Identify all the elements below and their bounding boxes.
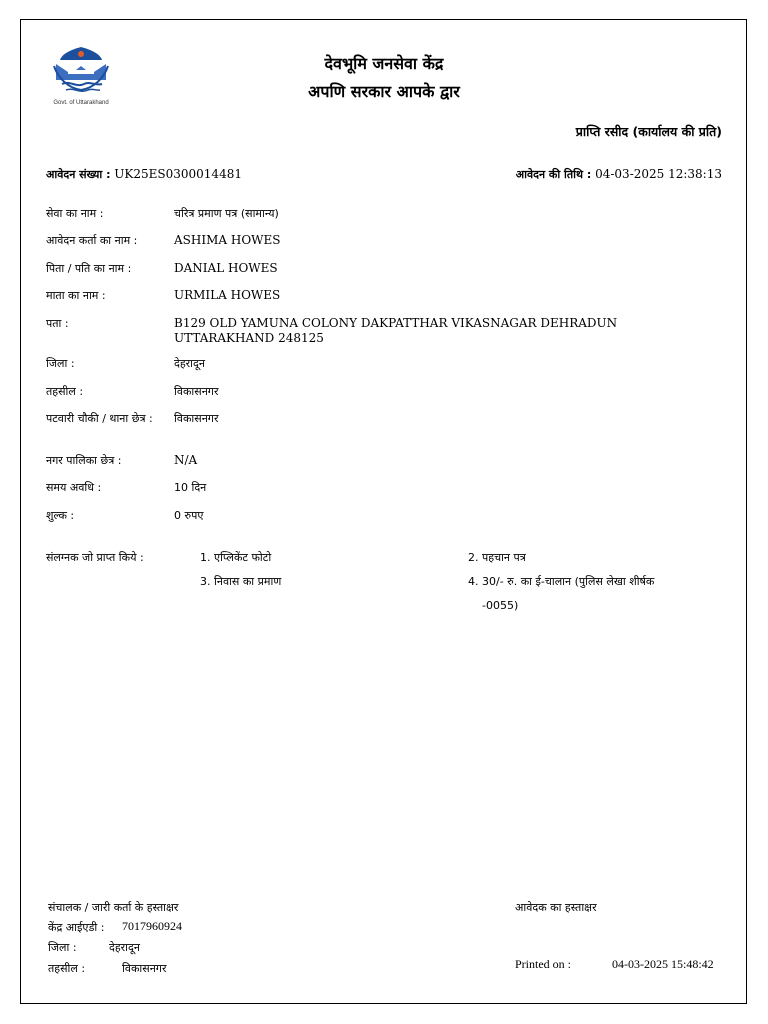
field-label: पिता / पति का नाम : xyxy=(46,262,132,275)
field-value: ASHIMA HOWES xyxy=(174,233,281,247)
receipt-copy-label: प्राप्ति रसीद (कार्यालय की प्रति) xyxy=(575,124,722,139)
field-value: N/A xyxy=(174,453,198,467)
field-label: सेवा का नाम : xyxy=(46,207,104,220)
field-label: माता का नाम : xyxy=(46,289,106,302)
footer-district-value: देहरादून xyxy=(109,941,140,954)
attachment-item: 1. एप्लिकेंट फोटो xyxy=(200,551,272,564)
field-label: समय अवधि : xyxy=(46,481,102,494)
field-label: शुल्क : xyxy=(46,509,75,522)
field-value: चरित्र प्रमाण पत्र (सामान्य) xyxy=(174,207,279,220)
attachment-item: 4. 30/- रु. का ई-चालान (पुलिस लेखा शीर्षक xyxy=(468,575,655,588)
logo-text: Govt. of Uttarakhand xyxy=(53,100,109,106)
field-label: तहसील : xyxy=(46,385,84,398)
application-date-label: आवेदन की तिथि : xyxy=(515,168,592,181)
attachments-label: संलग्नक जो प्राप्त किये : xyxy=(46,551,144,564)
header-title-line1: देवभूमि जनसेवा केंद्र xyxy=(324,54,444,73)
field-value: B129 OLD YAMUNA COLONY DAKPATTHAR VIKASNAGAR DEHRADUN UTTARAKHAND 248125 xyxy=(174,316,618,345)
application-number-value: UK25ES0300014481 xyxy=(114,167,242,181)
center-id-label: केंद्र आईएडी : xyxy=(48,921,105,934)
attachment-item: 2. पहचान पत्र xyxy=(468,551,526,564)
application-date xyxy=(516,167,722,182)
field-value: विकासनगर xyxy=(174,412,219,425)
application-number-label: आवेदन संख्या : xyxy=(46,168,111,181)
field-value: URMILA HOWES xyxy=(174,288,281,302)
field-value: DANIAL HOWES xyxy=(174,261,278,275)
application-number xyxy=(46,167,242,182)
field-label: जिला : xyxy=(46,357,75,370)
printed-on-value: 04-03-2025 15:48:42 xyxy=(612,957,714,971)
field-value: विकासनगर xyxy=(174,385,219,398)
application-date-value: 04-03-2025 12:38:13 xyxy=(595,167,722,181)
attachment-item: 3. निवास का प्रमाण xyxy=(200,575,282,588)
footer-tehsil-value: विकासनगर xyxy=(122,962,167,975)
applicant-signature-label: आवेदक का हस्ताक्षर xyxy=(515,901,597,914)
field-label: नगर पालिका छेत्र : xyxy=(46,454,122,467)
field-label: आवेदन कर्ता का नाम : xyxy=(46,234,138,247)
field-value: 0 रुपए xyxy=(174,509,204,522)
field-value: 10 दिन xyxy=(174,481,207,494)
header-title-line2: अपणि सरकार आपके द्वार xyxy=(308,82,460,101)
center-id-value: 7017960924 xyxy=(122,919,182,933)
footer-district-label: जिला : xyxy=(48,941,77,954)
field-value: देहरादून xyxy=(174,357,205,370)
footer-tehsil-label: तहसील : xyxy=(48,962,86,975)
printed-on-label: Printed on : xyxy=(515,957,571,971)
operator-signature-label: संचालक / जारी कर्ता के हस्ताक्षर xyxy=(48,901,179,914)
attachment-item-continued: -0055) xyxy=(482,599,519,612)
field-label: पता : xyxy=(46,317,69,330)
field-label: पटवारी चौकी / थाना छेत्र : xyxy=(46,412,153,425)
